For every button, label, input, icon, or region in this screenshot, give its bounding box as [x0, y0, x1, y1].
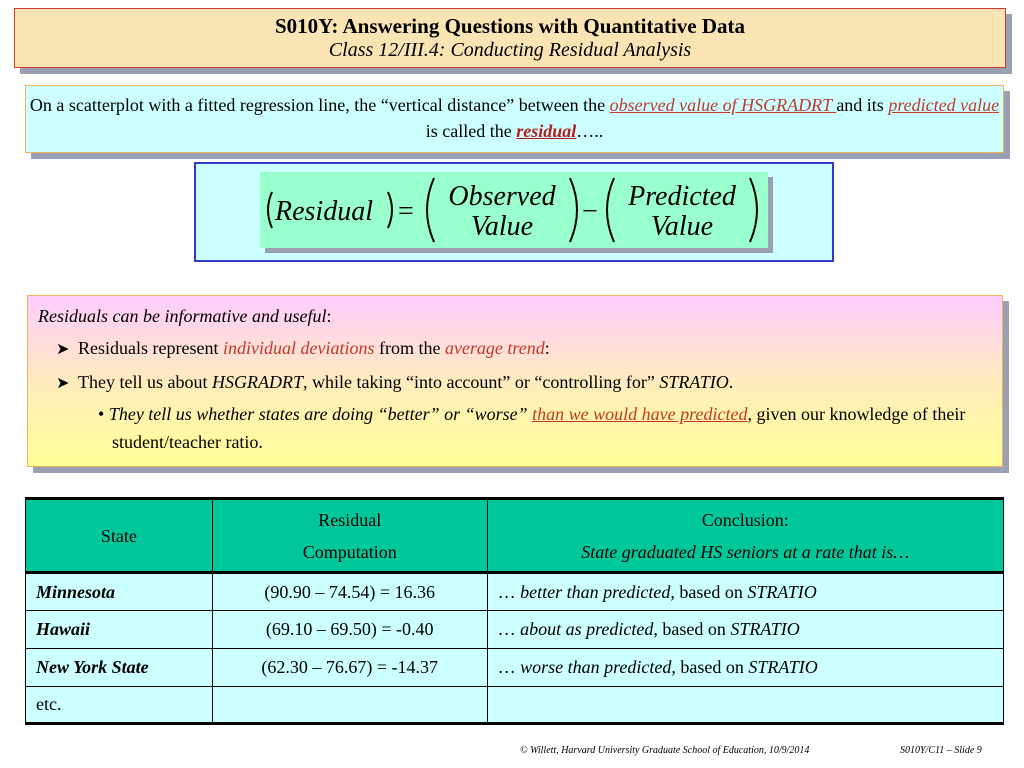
definition-text-3: is called the — [425, 121, 517, 141]
cell-computation — [212, 687, 487, 723]
cell-state: Hawaii — [26, 611, 213, 649]
residual-formula — [260, 172, 768, 248]
sub-bullet-italic: They tell us whether states are doing “better” or “worse” — [108, 404, 533, 424]
definition-box — [25, 85, 1004, 153]
conclusion-verdict: about as predicted — [520, 619, 654, 639]
dot-bullet-icon: • — [98, 404, 109, 424]
bullet-item-1 — [38, 332, 992, 366]
cell-conclusion — [487, 687, 1003, 723]
formula-box — [260, 172, 768, 248]
cell-computation: (90.90 – 74.54) = 16.36 — [212, 573, 487, 611]
bullet-item-2 — [38, 366, 992, 400]
footer-slide-number: S010Y/C11 – Slide 9 — [900, 745, 982, 756]
paren-left-residual — [268, 192, 272, 228]
slide-subtitle: Class 12/III.4: Conducting Residual Analysis — [328, 39, 692, 61]
table-header-row — [26, 499, 1004, 573]
sub-bullet-comma: , — [747, 404, 752, 424]
bullet-2-mid: , while taking “into account” or “controlling for” — [302, 372, 660, 392]
predicted-value-term: predicted value — [888, 95, 1000, 115]
residuals-bullets-box — [27, 295, 1003, 467]
cell-computation: (69.10 – 69.50) = -0.40 — [212, 611, 487, 649]
residuals-table — [25, 497, 1004, 723]
definition-text-2: and its — [836, 95, 889, 115]
conclusion-based: , based on — [670, 581, 748, 602]
bullets-intro-text: Residuals can be informative and useful — [38, 306, 327, 326]
conclusion-verdict: worse than predicted — [520, 657, 672, 677]
arrow-bullet-icon: ➤ — [56, 375, 70, 392]
conclusion-var: STRATIO — [747, 581, 817, 602]
bullet-2-var-2: STRATIO — [659, 372, 729, 392]
bullet-1-mid: from the — [374, 338, 445, 358]
header-conclusion — [487, 499, 1003, 573]
header-residual — [212, 499, 487, 573]
slide-title-banner — [14, 8, 1006, 68]
observed-value-term: observed value of HSGRADRT — [609, 95, 837, 115]
header-conclusion-line-1: Conclusion: — [701, 509, 789, 530]
paren-right-residual — [388, 192, 392, 228]
arrow-bullet-icon: ➤ — [56, 341, 70, 358]
paren-left-predicted — [607, 178, 614, 242]
conclusion-based: , based on — [653, 619, 731, 639]
header-state: State — [26, 499, 213, 573]
formula-predicted: Predicted — [628, 181, 736, 212]
cell-computation: (62.30 – 76.67) = -14.37 — [212, 649, 487, 687]
table-row — [26, 573, 1004, 611]
conclusion-prefix: … — [497, 619, 521, 639]
conclusion-var: STRATIO — [730, 619, 800, 639]
conclusion-based: , based on — [671, 657, 749, 677]
bullet-1-red-1: individual deviations — [222, 338, 375, 358]
formula-observed: Observed — [448, 181, 556, 212]
conclusion-prefix: … — [497, 581, 521, 602]
cell-conclusion — [487, 649, 1003, 687]
footer-copyright: © Willett, Harvard University Graduate School of Education, 10/9/2014 — [520, 745, 810, 756]
definition-text-4: ….. — [576, 121, 604, 141]
table-row — [26, 611, 1004, 649]
bullet-2-post: . — [728, 372, 734, 392]
sub-bullet-red: than we would have predicted — [532, 404, 748, 424]
conclusion-prefix: … — [497, 657, 521, 677]
header-residual-line-2: Computation — [302, 541, 397, 562]
table-row — [26, 649, 1004, 687]
bullets-intro — [38, 300, 992, 332]
sub-bullet-post: given our knowledge of their student/teacher ratio. — [112, 404, 966, 452]
paren-right-observed — [570, 178, 577, 242]
paren-right-predicted — [750, 178, 757, 242]
formula-value-2: Value — [650, 211, 714, 242]
cell-conclusion — [487, 611, 1003, 649]
definition-text-1: On a scatterplot with a fitted regression line, the “vertical distance” between the — [29, 95, 610, 115]
formula-value-1: Value — [470, 211, 534, 242]
residual-term: residual — [516, 121, 577, 141]
conclusion-var: STRATIO — [748, 657, 818, 677]
bullet-1-pre: Residuals represent — [78, 338, 223, 358]
bullet-1-post: : — [544, 338, 550, 358]
cell-state: Minnesota — [26, 573, 213, 611]
cell-state: etc. — [26, 687, 213, 723]
cell-state: New York State — [26, 649, 213, 687]
header-conclusion-line-2: State graduated HS seniors at a rate that is… — [581, 541, 910, 562]
bullet-2-var-1: HSGRADRT — [211, 372, 303, 392]
bullet-2-pre: They tell us about — [78, 372, 212, 392]
table-row — [26, 687, 1004, 723]
formula-minus: − — [582, 196, 598, 227]
formula-residual: Residual — [275, 196, 373, 227]
sub-bullet-item — [38, 400, 992, 456]
paren-left-observed — [427, 178, 434, 242]
slide-title: S010Y: Answering Questions with Quantitative Data — [274, 14, 746, 38]
conclusion-verdict: better than predicted — [520, 581, 671, 602]
formula-frame — [194, 162, 834, 262]
cell-conclusion — [487, 573, 1003, 611]
header-residual-line-1: Residual — [318, 509, 382, 530]
bullet-1-red-2: average trend — [444, 338, 545, 358]
bullets-intro-colon: : — [326, 306, 332, 326]
formula-equals: = — [398, 196, 414, 227]
